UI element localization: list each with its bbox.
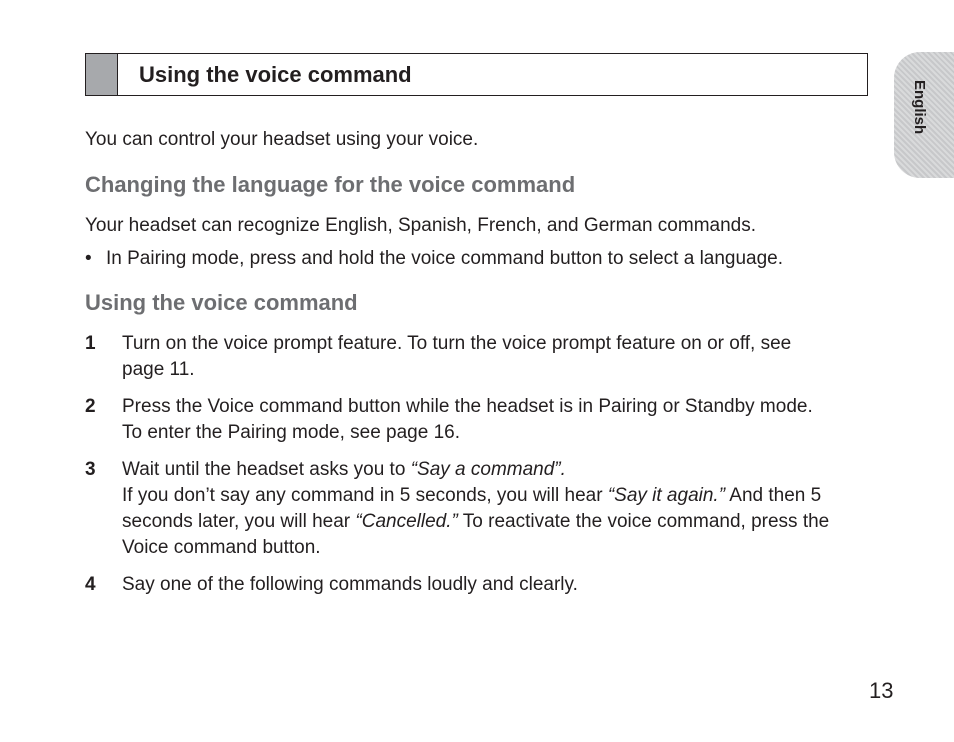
step-number: 4: [85, 574, 96, 595]
language-text: Your headset can recognize English, Spanish, French, and German commands.: [85, 215, 757, 236]
language-bullet-text: In Pairing mode, press and hold the voice command button to select a language.: [106, 248, 784, 269]
step-number: 2: [85, 396, 96, 417]
step-3-line-1: Wait until the headset asks you to “Say a command”.: [122, 459, 566, 480]
step-3-line-3: seconds later, you will hear “Cancelled.” To reactivate the voice command, press the: [122, 511, 830, 532]
step-number: 1: [85, 333, 96, 354]
step-number: 3: [85, 459, 96, 480]
step-3-line-2: If you don’t say any command in 5 seconds, you will hear “Say it again.” And then 5: [122, 485, 822, 506]
language-heading: Changing the language for the voice command: [85, 172, 576, 197]
step-3-line-4: Voice command button.: [122, 537, 321, 558]
section-title-box: [85, 53, 868, 96]
intro-text: You can control your headset using your voice.: [85, 129, 479, 150]
step-4-line-1: Say one of the following commands loudly and clearly.: [122, 574, 578, 595]
usage-heading: Using the voice command: [85, 290, 358, 315]
step-1-line-2: page 11.: [122, 359, 195, 380]
step-2-line-1: Press the Voice command button while the headset is in Pairing or Standby mode.: [122, 396, 813, 417]
section-title: Using the voice command: [139, 62, 412, 87]
step-1-line-1: Turn on the voice prompt feature. To turn the voice prompt feature on or off, see: [122, 333, 792, 354]
title-marker-square: [86, 54, 118, 95]
prompt-say-it-again: “Say it again.”: [607, 485, 726, 506]
bullet-marker: •: [85, 248, 92, 269]
prompt-say-a-command: “Say a command”.: [410, 459, 566, 480]
step-2-line-2: To enter the Pairing mode, see page 16.: [122, 422, 461, 443]
page-number: 13: [869, 678, 894, 703]
language-side-tab: [894, 52, 954, 178]
side-tab-label: English: [911, 80, 928, 135]
prompt-cancelled: “Cancelled.”: [355, 511, 458, 532]
